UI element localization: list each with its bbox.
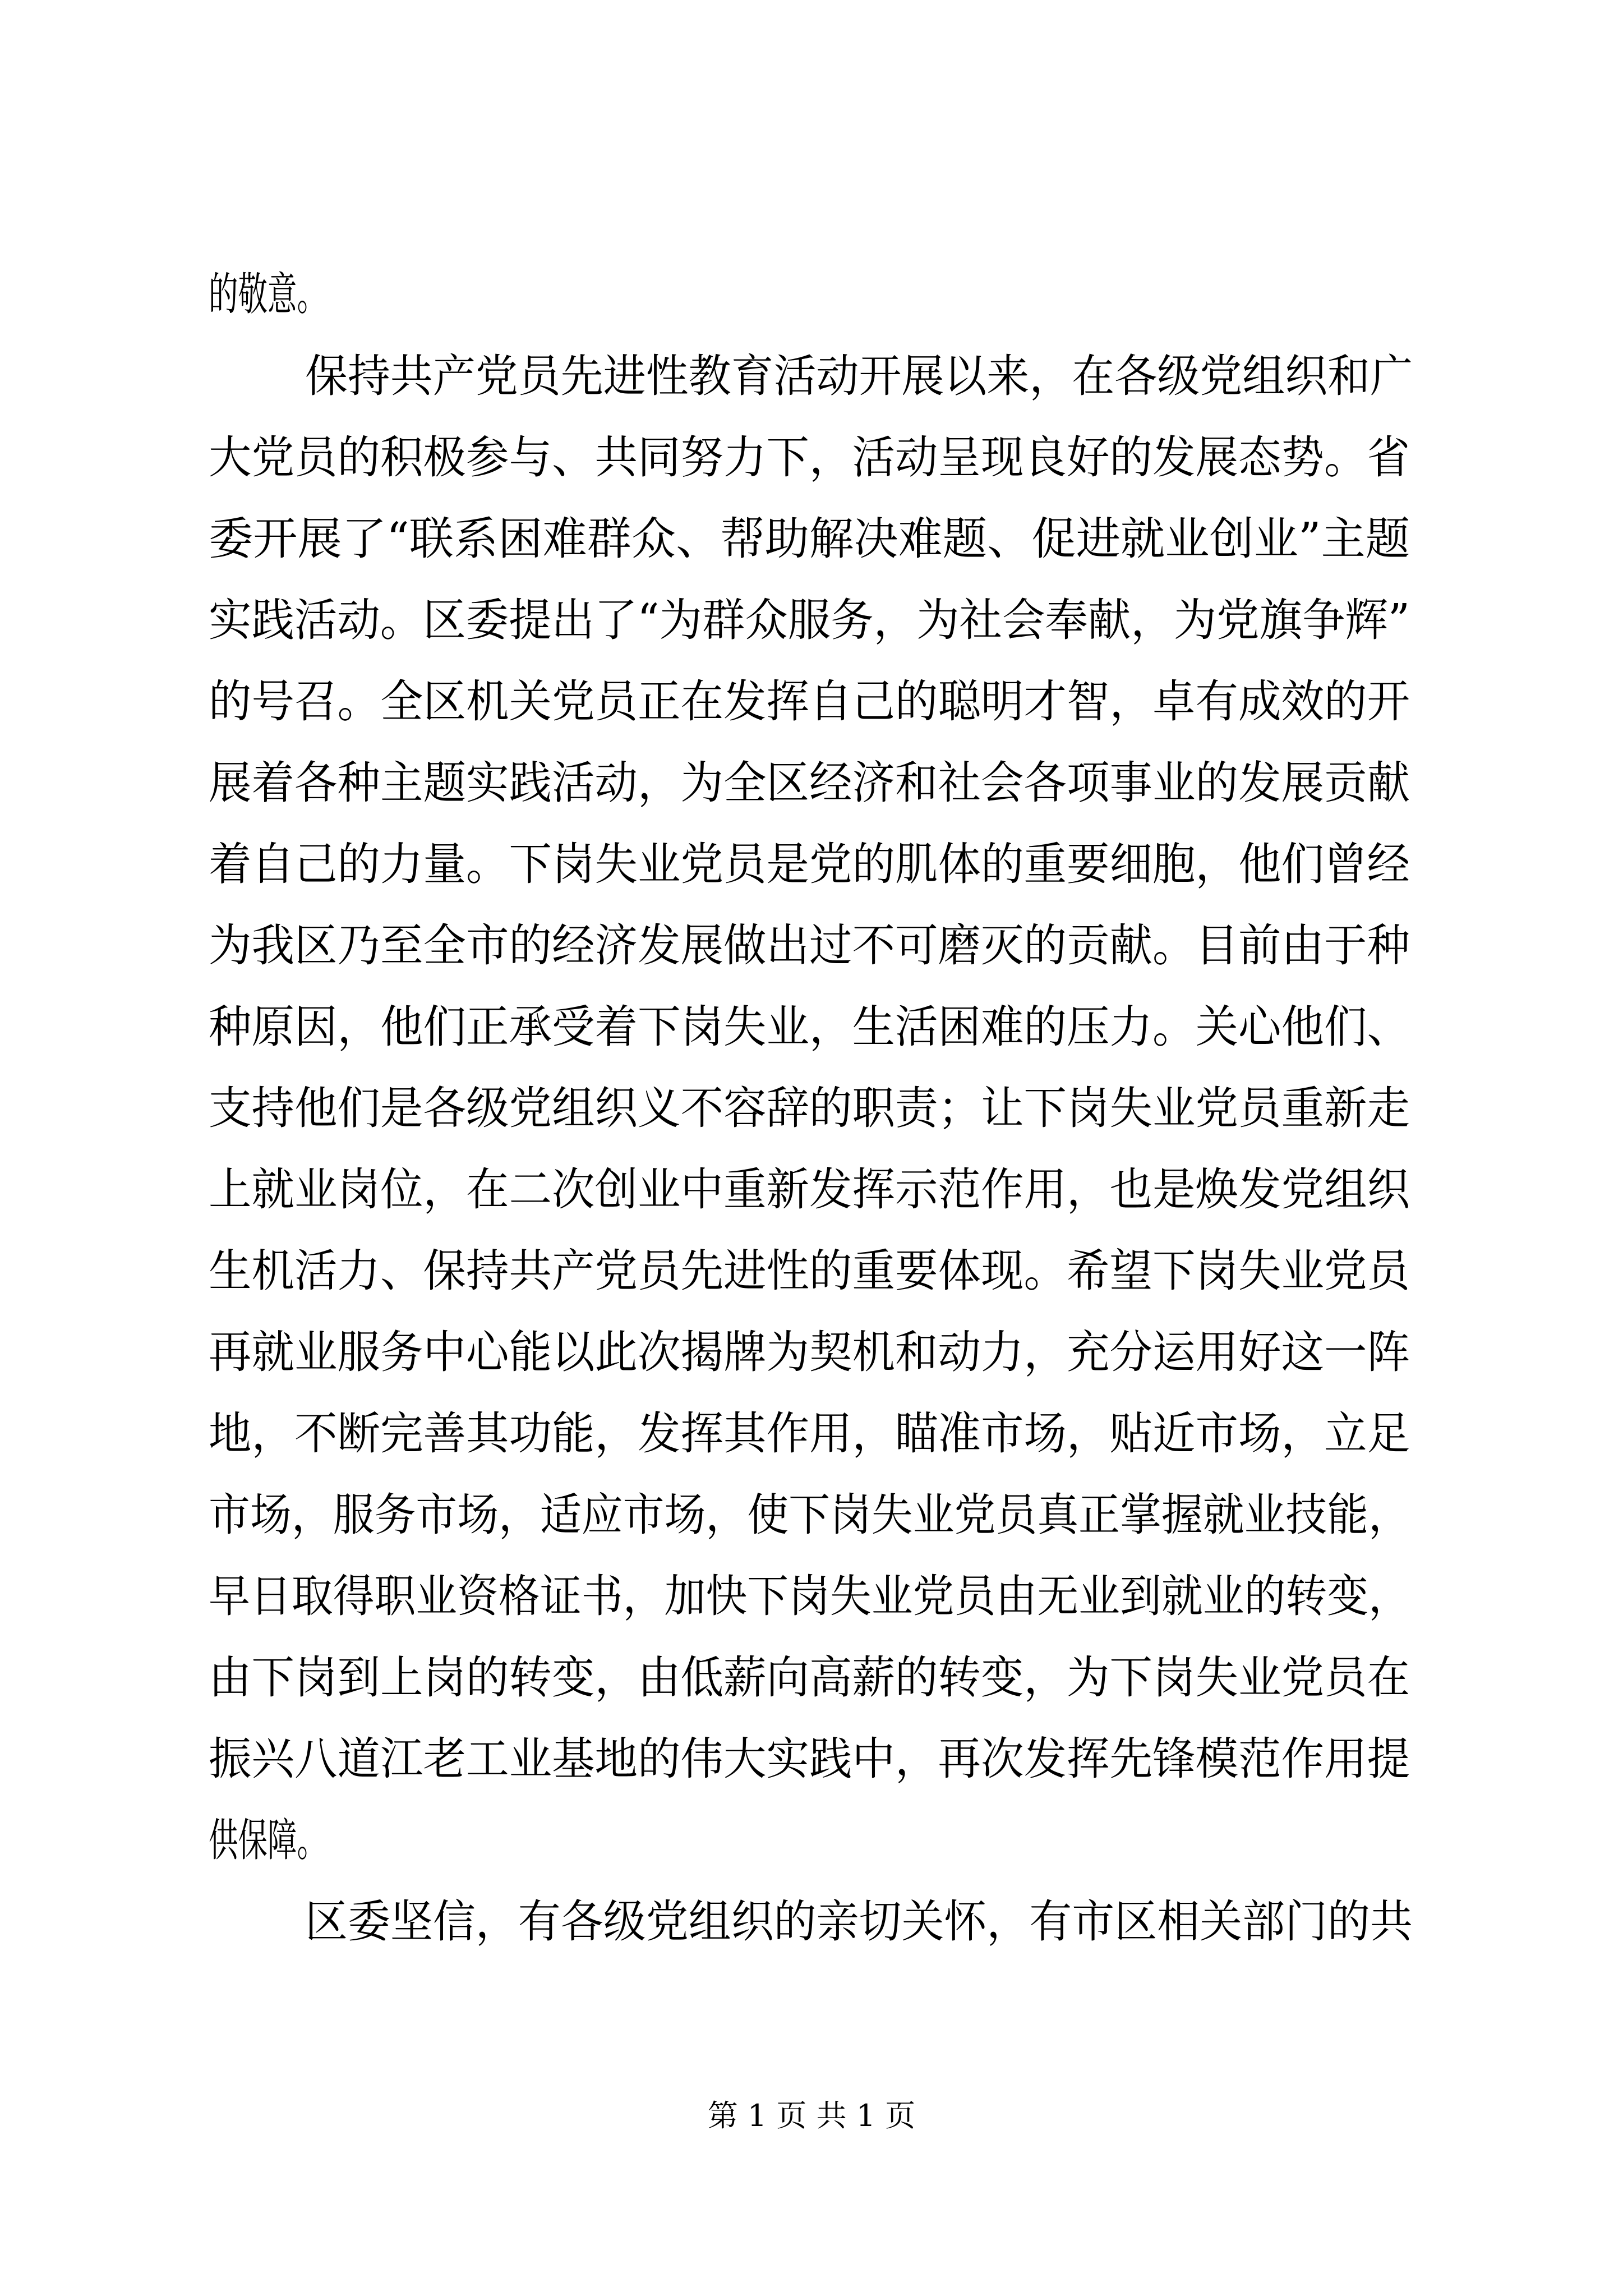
- text-line-text: 保持共产党员先进性教育活动开展以来，在各级党组织和广: [305, 350, 1413, 402]
- text-line-text: 支持他们是各级党组织义不容辞的职责；让下岗失业党员重新走: [209, 1082, 1410, 1134]
- text-line-text: 的号召。全区机关党员正在发挥自己的聪明才智，卓有成效的开: [209, 675, 1410, 728]
- text-line-16: [0, 1489, 1623, 1574]
- page-footer: [0, 2098, 1623, 2133]
- text-line-text: 区委坚信，有各级党组织的亲切关怀，有市区相关部门的共: [305, 1895, 1413, 1948]
- text-line-20: [0, 1814, 1623, 1899]
- text-line-text: 为我区乃至全市的经济发展做出过不可磨灭的贡献。目前由于种: [209, 919, 1410, 972]
- text-line-11: [0, 1082, 1623, 1167]
- text-line-text: 供保障。: [209, 1814, 326, 1866]
- text-line-6: [0, 675, 1623, 761]
- text-line-2: [0, 350, 1623, 435]
- text-line-13: [0, 1245, 1623, 1330]
- text-line-10: [0, 1001, 1623, 1086]
- text-line-17: [0, 1570, 1623, 1655]
- text-line-text: 上就业岗位，在二次创业中重新发挥示范作用，也是焕发党组织: [209, 1163, 1410, 1216]
- page-number-label: 第 1 页 共 1 页: [707, 2098, 916, 2133]
- text-line-text: 实践活动。区委提出了“为群众服务，为社会奉献，为党旗争辉”: [209, 594, 1410, 646]
- text-line-7: [0, 757, 1623, 842]
- text-line-text: 大党员的积极参与、共同努力下，活动呈现良好的发展态势。省: [209, 431, 1410, 484]
- text-line-text: 早日取得职业资格证书，加快下岗失业党员由无业到就业的转变，: [209, 1570, 1410, 1622]
- text-line-3: [0, 431, 1623, 517]
- text-line-21: [0, 1895, 1623, 1981]
- text-line-text: 再就业服务中心能以此次揭牌为契机和动力，充分运用好这一阵: [209, 1326, 1410, 1378]
- text-line-4: [0, 513, 1623, 598]
- text-line-text: 着自己的力量。下岗失业党员是党的肌体的重要细胞，他们曾经: [209, 838, 1410, 890]
- text-line-text: 由下岗到上岗的转变，由低薪向高薪的转变，为下岗失业党员在: [209, 1651, 1410, 1704]
- text-line-8: [0, 838, 1623, 923]
- text-line-text: 地，不断完善其功能，发挥其作用，瞄准市场，贴近市场，立足: [209, 1407, 1410, 1460]
- text-line-text: 委开展了“联系困难群众、帮助解决难题、促进就业创业”主题: [209, 513, 1410, 565]
- text-line-18: [0, 1651, 1623, 1737]
- text-line-19: [0, 1733, 1623, 1818]
- text-line-text: 的敬意。: [209, 268, 326, 320]
- text-line-text: 市场，服务市场，适应市场，使下岗失业党员真正掌握就业技能，: [209, 1489, 1410, 1541]
- text-line-14: [0, 1326, 1623, 1411]
- text-line-1: [0, 268, 1623, 353]
- text-line-5: [0, 594, 1623, 679]
- text-line-15: [0, 1407, 1623, 1493]
- text-line-text: 振兴八道江老工业基地的伟大实践中，再次发挥先锋模范作用提: [209, 1733, 1410, 1785]
- text-line-12: [0, 1163, 1623, 1249]
- text-line-text: 种原因，他们正承受着下岗失业，生活困难的压力。关心他们、: [209, 1001, 1410, 1053]
- text-line-text: 展着各种主题实践活动，为全区经济和社会各项事业的发展贡献: [209, 757, 1410, 809]
- text-line-text: 生机活力、保持共产党员先进性的重要体现。希望下岗失业党员: [209, 1245, 1410, 1297]
- text-line-9: [0, 919, 1623, 1005]
